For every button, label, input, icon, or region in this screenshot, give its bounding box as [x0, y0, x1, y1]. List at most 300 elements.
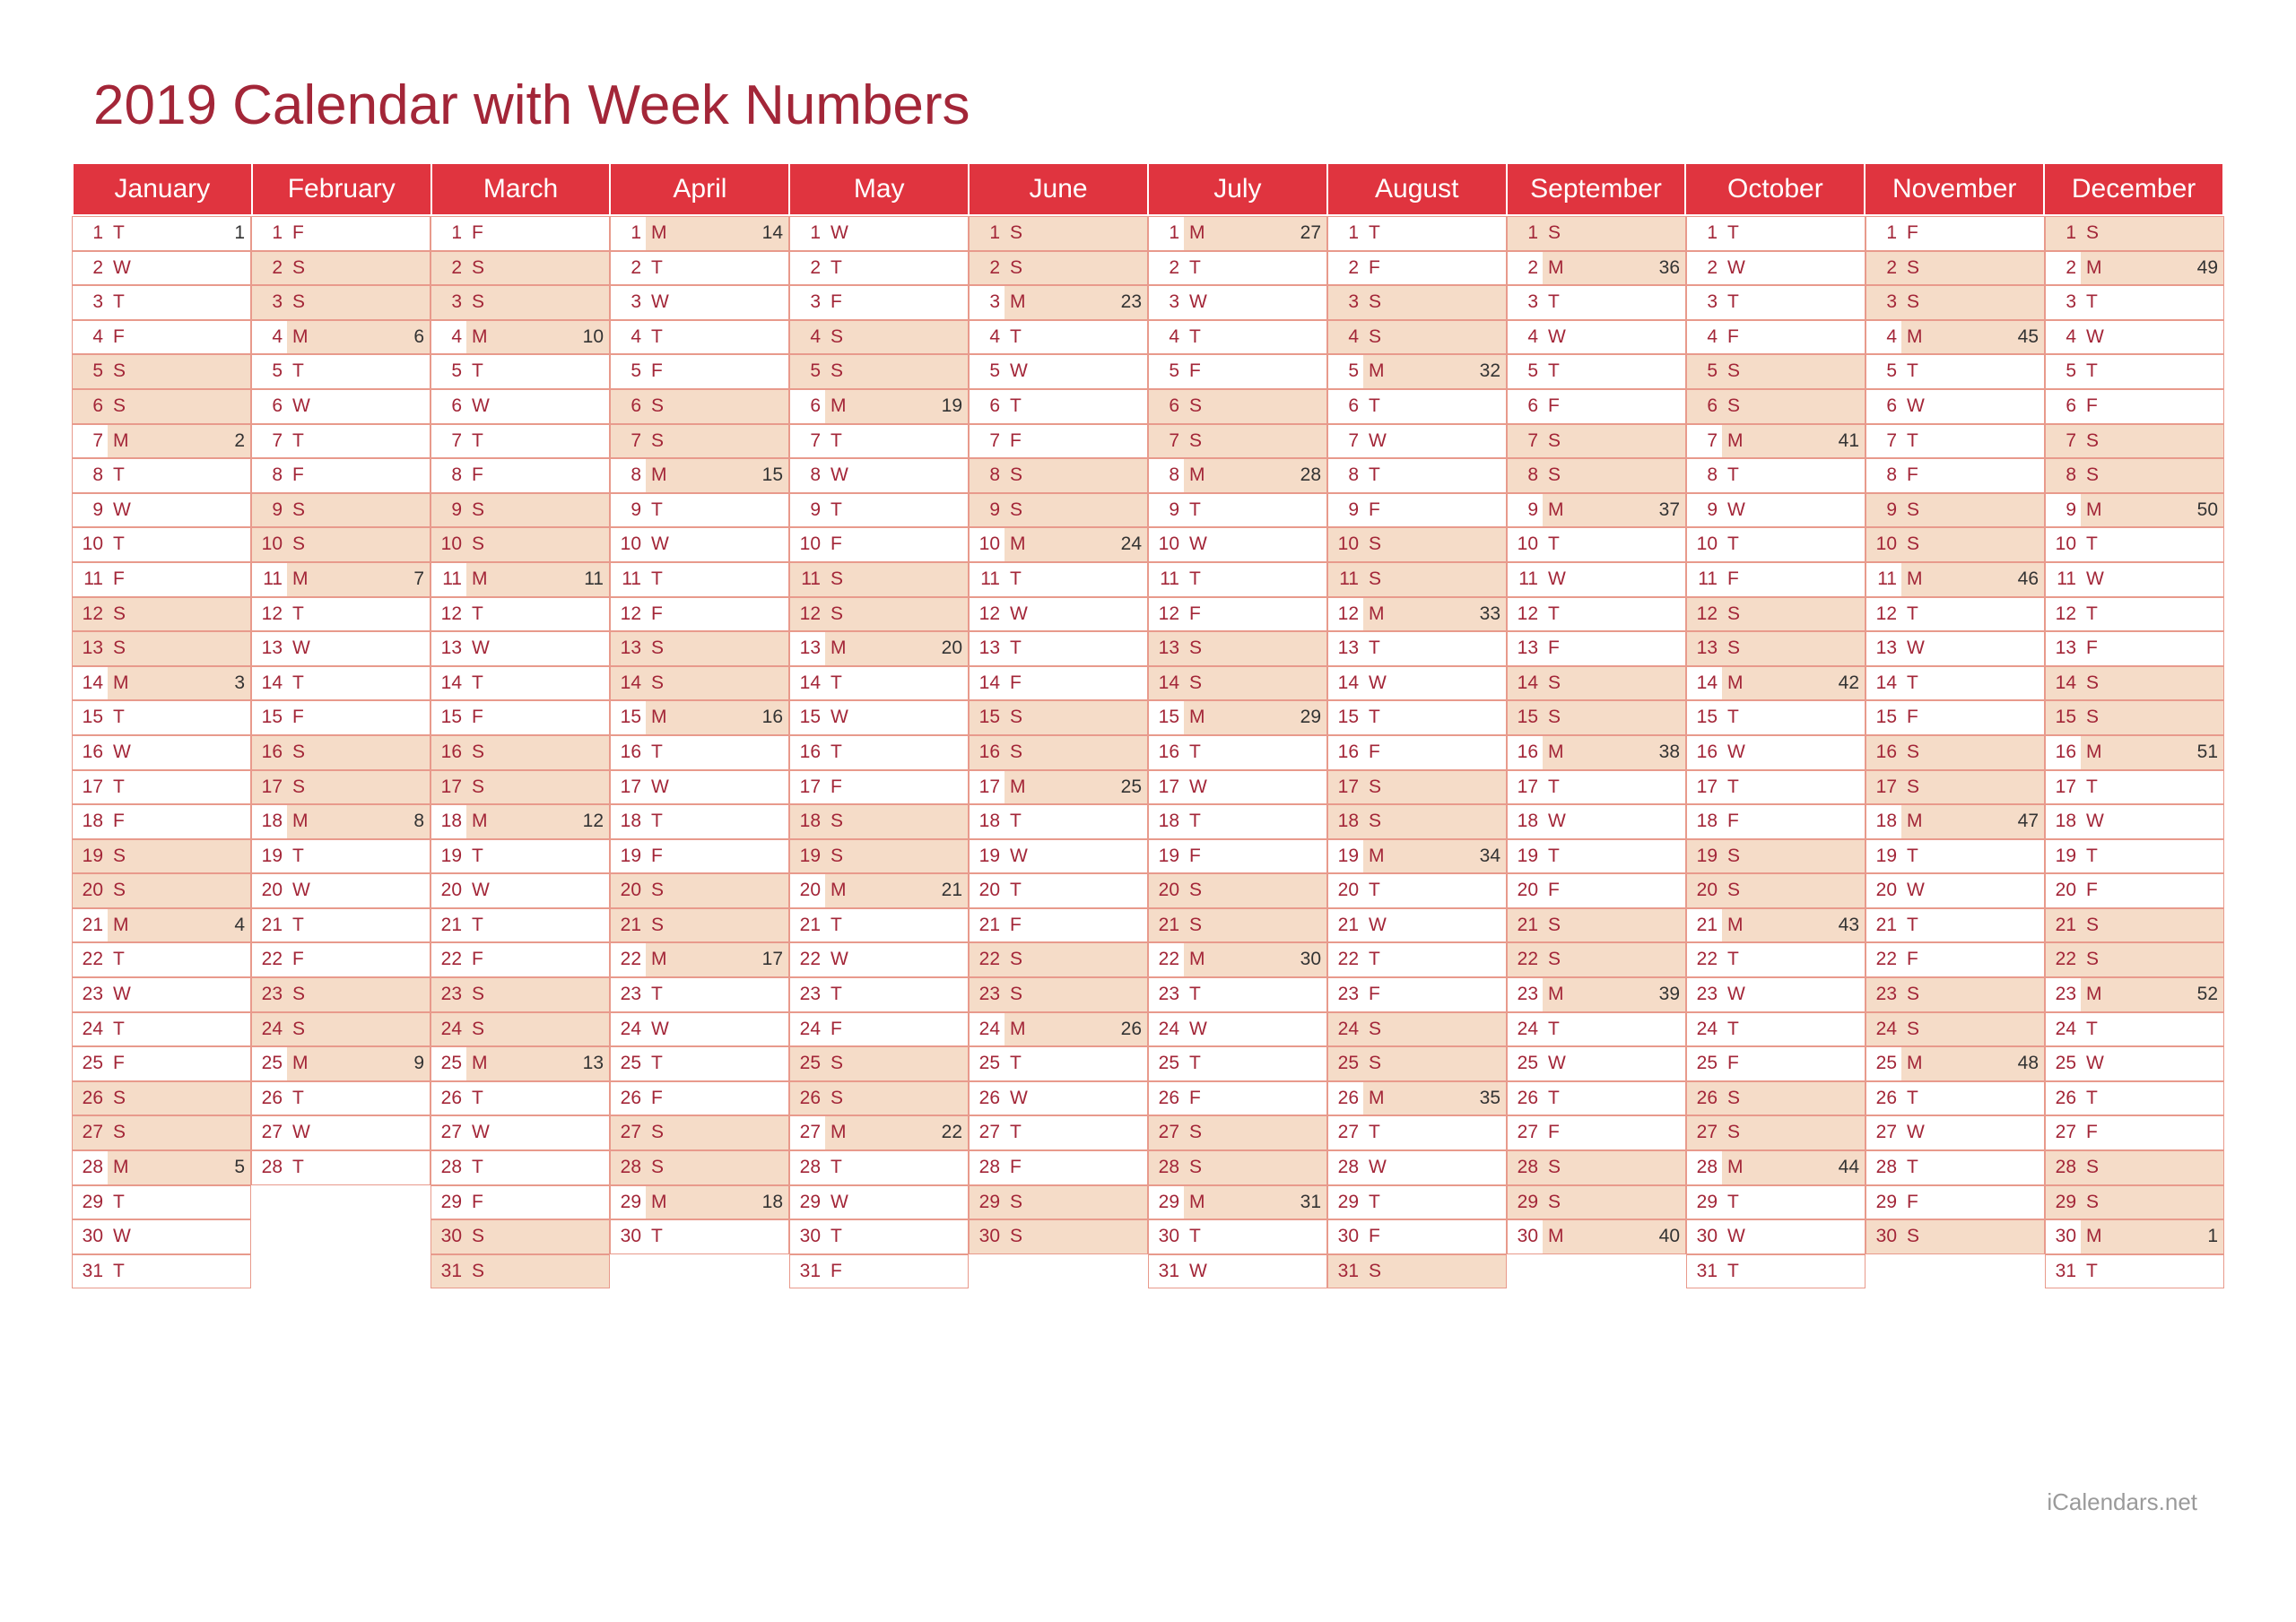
- day-row[interactable]: [1507, 839, 1686, 874]
- day-row[interactable]: [789, 424, 969, 459]
- day-row[interactable]: [72, 216, 251, 251]
- day-row[interactable]: [2045, 597, 2224, 632]
- day-row[interactable]: [969, 770, 1148, 805]
- day-row[interactable]: [1148, 389, 1327, 424]
- day-row[interactable]: [2045, 1012, 2224, 1047]
- day-row[interactable]: [789, 977, 969, 1012]
- day-row[interactable]: [430, 1081, 610, 1116]
- day-row[interactable]: [251, 942, 430, 977]
- day-row[interactable]: [1866, 354, 2045, 389]
- day-row[interactable]: [1327, 493, 1507, 528]
- day-row[interactable]: [969, 354, 1148, 389]
- day-row[interactable]: [969, 631, 1148, 666]
- day-row[interactable]: [1148, 735, 1327, 770]
- day-row[interactable]: [610, 597, 789, 632]
- day-row[interactable]: [430, 562, 610, 597]
- day-row[interactable]: [789, 631, 969, 666]
- month-header-june[interactable]: June: [969, 163, 1148, 215]
- day-row[interactable]: [969, 839, 1148, 874]
- day-row[interactable]: [2045, 735, 2224, 770]
- day-row[interactable]: [1148, 354, 1327, 389]
- day-row[interactable]: [2045, 942, 2224, 977]
- day-row[interactable]: [430, 527, 610, 562]
- day-row[interactable]: [72, 804, 251, 839]
- day-row[interactable]: [1327, 977, 1507, 1012]
- day-row[interactable]: [1148, 666, 1327, 701]
- day-row[interactable]: [251, 1115, 430, 1150]
- day-row[interactable]: [1866, 458, 2045, 493]
- day-row[interactable]: [251, 804, 430, 839]
- day-row[interactable]: [1327, 354, 1507, 389]
- day-row[interactable]: [251, 1012, 430, 1047]
- day-row[interactable]: [251, 320, 430, 355]
- day-row[interactable]: [251, 216, 430, 251]
- day-row[interactable]: [1148, 1219, 1327, 1254]
- day-row[interactable]: [1866, 597, 2045, 632]
- day-row[interactable]: [969, 1219, 1148, 1254]
- day-row[interactable]: [430, 1185, 610, 1220]
- day-row[interactable]: [2045, 354, 2224, 389]
- day-row[interactable]: [969, 700, 1148, 735]
- day-row[interactable]: [1327, 1046, 1507, 1081]
- day-row[interactable]: [72, 1219, 251, 1254]
- day-row[interactable]: [610, 251, 789, 286]
- day-row[interactable]: [430, 631, 610, 666]
- day-row[interactable]: [1686, 1081, 1866, 1116]
- day-row[interactable]: [1866, 424, 2045, 459]
- day-row[interactable]: [1507, 1046, 1686, 1081]
- day-row[interactable]: [72, 977, 251, 1012]
- day-row[interactable]: [610, 389, 789, 424]
- day-row[interactable]: [789, 285, 969, 320]
- day-row[interactable]: [969, 251, 1148, 286]
- day-row[interactable]: [1866, 251, 2045, 286]
- day-row[interactable]: [2045, 1219, 2224, 1254]
- day-row[interactable]: [1148, 873, 1327, 908]
- day-row[interactable]: [251, 1046, 430, 1081]
- day-row[interactable]: [1327, 631, 1507, 666]
- day-row[interactable]: [1148, 839, 1327, 874]
- day-row[interactable]: [789, 1012, 969, 1047]
- day-row[interactable]: [1866, 804, 2045, 839]
- day-row[interactable]: [1686, 458, 1866, 493]
- month-header-may[interactable]: May: [789, 163, 969, 215]
- month-header-september[interactable]: September: [1507, 163, 1686, 215]
- day-row[interactable]: [789, 1150, 969, 1185]
- day-row[interactable]: [610, 562, 789, 597]
- day-row[interactable]: [430, 354, 610, 389]
- day-row[interactable]: [430, 908, 610, 943]
- day-row[interactable]: [789, 839, 969, 874]
- day-row[interactable]: [789, 735, 969, 770]
- day-row[interactable]: [72, 1254, 251, 1289]
- day-row[interactable]: [610, 285, 789, 320]
- day-row[interactable]: [430, 1115, 610, 1150]
- day-row[interactable]: [1327, 320, 1507, 355]
- day-row[interactable]: [251, 597, 430, 632]
- day-row[interactable]: [1148, 458, 1327, 493]
- day-row[interactable]: [610, 1219, 789, 1254]
- day-row[interactable]: [1507, 666, 1686, 701]
- month-header-january[interactable]: January: [73, 163, 252, 215]
- day-row[interactable]: [789, 389, 969, 424]
- day-row[interactable]: [1327, 251, 1507, 286]
- day-row[interactable]: [1507, 1219, 1686, 1254]
- day-row[interactable]: [969, 977, 1148, 1012]
- day-row[interactable]: [969, 666, 1148, 701]
- day-row[interactable]: [1866, 700, 2045, 735]
- day-row[interactable]: [610, 942, 789, 977]
- day-row[interactable]: [610, 458, 789, 493]
- day-row[interactable]: [430, 700, 610, 735]
- day-row[interactable]: [1148, 770, 1327, 805]
- day-row[interactable]: [251, 1150, 430, 1185]
- day-row[interactable]: [430, 424, 610, 459]
- day-row[interactable]: [1686, 631, 1866, 666]
- day-row[interactable]: [1686, 493, 1866, 528]
- day-row[interactable]: [789, 493, 969, 528]
- day-row[interactable]: [430, 942, 610, 977]
- day-row[interactable]: [2045, 389, 2224, 424]
- day-row[interactable]: [430, 1150, 610, 1185]
- day-row[interactable]: [1686, 942, 1866, 977]
- day-row[interactable]: [1148, 977, 1327, 1012]
- day-row[interactable]: [430, 977, 610, 1012]
- day-row[interactable]: [72, 1012, 251, 1047]
- day-row[interactable]: [1866, 1012, 2045, 1047]
- day-row[interactable]: [1507, 700, 1686, 735]
- month-header-april[interactable]: April: [610, 163, 789, 215]
- day-row[interactable]: [72, 320, 251, 355]
- day-row[interactable]: [1866, 1150, 2045, 1185]
- day-row[interactable]: [789, 1046, 969, 1081]
- day-row[interactable]: [1507, 1185, 1686, 1220]
- day-row[interactable]: [1327, 1115, 1507, 1150]
- day-row[interactable]: [72, 424, 251, 459]
- day-row[interactable]: [610, 839, 789, 874]
- day-row[interactable]: [1507, 804, 1686, 839]
- day-row[interactable]: [1866, 1046, 2045, 1081]
- day-row[interactable]: [969, 562, 1148, 597]
- day-row[interactable]: [610, 1046, 789, 1081]
- month-header-october[interactable]: October: [1685, 163, 1865, 215]
- day-row[interactable]: [1686, 1254, 1866, 1289]
- day-row[interactable]: [1686, 354, 1866, 389]
- day-row[interactable]: [1866, 873, 2045, 908]
- day-row[interactable]: [610, 1150, 789, 1185]
- day-row[interactable]: [1866, 493, 2045, 528]
- day-row[interactable]: [251, 735, 430, 770]
- day-row[interactable]: [72, 1081, 251, 1116]
- month-header-august[interactable]: August: [1327, 163, 1507, 215]
- day-row[interactable]: [1327, 770, 1507, 805]
- day-row[interactable]: [72, 251, 251, 286]
- day-row[interactable]: [1507, 251, 1686, 286]
- day-row[interactable]: [1866, 908, 2045, 943]
- day-row[interactable]: [1148, 1012, 1327, 1047]
- day-row[interactable]: [72, 527, 251, 562]
- day-row[interactable]: [969, 1150, 1148, 1185]
- day-row[interactable]: [1327, 804, 1507, 839]
- day-row[interactable]: [789, 597, 969, 632]
- day-row[interactable]: [1507, 942, 1686, 977]
- day-row[interactable]: [1148, 285, 1327, 320]
- day-row[interactable]: [1148, 1185, 1327, 1220]
- day-row[interactable]: [969, 1012, 1148, 1047]
- day-row[interactable]: [1686, 251, 1866, 286]
- day-row[interactable]: [789, 770, 969, 805]
- day-row[interactable]: [430, 873, 610, 908]
- day-row[interactable]: [1327, 839, 1507, 874]
- day-row[interactable]: [969, 389, 1148, 424]
- day-row[interactable]: [789, 320, 969, 355]
- day-row[interactable]: [969, 216, 1148, 251]
- day-row[interactable]: [430, 285, 610, 320]
- day-row[interactable]: [1507, 354, 1686, 389]
- day-row[interactable]: [1507, 285, 1686, 320]
- day-row[interactable]: [610, 631, 789, 666]
- day-row[interactable]: [72, 1046, 251, 1081]
- day-row[interactable]: [2045, 458, 2224, 493]
- day-row[interactable]: [1148, 216, 1327, 251]
- day-row[interactable]: [251, 666, 430, 701]
- day-row[interactable]: [1686, 908, 1866, 943]
- day-row[interactable]: [2045, 839, 2224, 874]
- day-row[interactable]: [1507, 631, 1686, 666]
- month-header-february[interactable]: February: [252, 163, 431, 215]
- day-row[interactable]: [2045, 1046, 2224, 1081]
- day-row[interactable]: [1686, 873, 1866, 908]
- day-row[interactable]: [1148, 562, 1327, 597]
- day-row[interactable]: [430, 1219, 610, 1254]
- day-row[interactable]: [2045, 1081, 2224, 1116]
- day-row[interactable]: [430, 389, 610, 424]
- day-row[interactable]: [1327, 735, 1507, 770]
- month-header-november[interactable]: November: [1865, 163, 2044, 215]
- day-row[interactable]: [1327, 1081, 1507, 1116]
- day-row[interactable]: [969, 908, 1148, 943]
- day-row[interactable]: [251, 424, 430, 459]
- day-row[interactable]: [1866, 216, 2045, 251]
- day-row[interactable]: [789, 527, 969, 562]
- day-row[interactable]: [251, 458, 430, 493]
- day-row[interactable]: [430, 735, 610, 770]
- day-row[interactable]: [1866, 770, 2045, 805]
- day-row[interactable]: [1866, 942, 2045, 977]
- day-row[interactable]: [251, 354, 430, 389]
- day-row[interactable]: [430, 216, 610, 251]
- day-row[interactable]: [430, 1254, 610, 1289]
- day-row[interactable]: [1686, 424, 1866, 459]
- day-row[interactable]: [251, 1081, 430, 1116]
- day-row[interactable]: [969, 493, 1148, 528]
- day-row[interactable]: [969, 1115, 1148, 1150]
- day-row[interactable]: [72, 354, 251, 389]
- day-row[interactable]: [1327, 424, 1507, 459]
- day-row[interactable]: [72, 908, 251, 943]
- day-row[interactable]: [2045, 562, 2224, 597]
- day-row[interactable]: [1148, 320, 1327, 355]
- day-row[interactable]: [789, 1219, 969, 1254]
- day-row[interactable]: [610, 527, 789, 562]
- day-row[interactable]: [1866, 1115, 2045, 1150]
- day-row[interactable]: [251, 700, 430, 735]
- day-row[interactable]: [72, 735, 251, 770]
- day-row[interactable]: [72, 1115, 251, 1150]
- day-row[interactable]: [2045, 700, 2224, 735]
- day-row[interactable]: [72, 285, 251, 320]
- day-row[interactable]: [2045, 1185, 2224, 1220]
- day-row[interactable]: [1507, 1012, 1686, 1047]
- day-row[interactable]: [969, 527, 1148, 562]
- day-row[interactable]: [2045, 493, 2224, 528]
- day-row[interactable]: [1866, 1185, 2045, 1220]
- day-row[interactable]: [1866, 285, 2045, 320]
- day-row[interactable]: [1148, 1254, 1327, 1289]
- day-row[interactable]: [1507, 1081, 1686, 1116]
- day-row[interactable]: [1507, 1150, 1686, 1185]
- day-row[interactable]: [610, 216, 789, 251]
- day-row[interactable]: [1507, 493, 1686, 528]
- day-row[interactable]: [1866, 527, 2045, 562]
- day-row[interactable]: [251, 527, 430, 562]
- day-row[interactable]: [969, 597, 1148, 632]
- day-row[interactable]: [1327, 1012, 1507, 1047]
- day-row[interactable]: [1866, 839, 2045, 874]
- day-row[interactable]: [1686, 216, 1866, 251]
- day-row[interactable]: [1327, 873, 1507, 908]
- day-row[interactable]: [2045, 873, 2224, 908]
- day-row[interactable]: [1327, 285, 1507, 320]
- day-row[interactable]: [1327, 700, 1507, 735]
- day-row[interactable]: [789, 562, 969, 597]
- day-row[interactable]: [1507, 977, 1686, 1012]
- day-row[interactable]: [430, 804, 610, 839]
- day-row[interactable]: [72, 700, 251, 735]
- day-row[interactable]: [1507, 770, 1686, 805]
- month-header-july[interactable]: July: [1148, 163, 1327, 215]
- day-row[interactable]: [789, 1081, 969, 1116]
- month-header-december[interactable]: December: [2044, 163, 2223, 215]
- day-row[interactable]: [789, 1115, 969, 1150]
- day-row[interactable]: [969, 458, 1148, 493]
- day-row[interactable]: [1507, 458, 1686, 493]
- day-row[interactable]: [1148, 942, 1327, 977]
- day-row[interactable]: [251, 977, 430, 1012]
- day-row[interactable]: [72, 562, 251, 597]
- day-row[interactable]: [1686, 804, 1866, 839]
- day-row[interactable]: [1327, 597, 1507, 632]
- day-row[interactable]: [1148, 908, 1327, 943]
- day-row[interactable]: [1327, 1185, 1507, 1220]
- day-row[interactable]: [72, 1150, 251, 1185]
- day-row[interactable]: [251, 631, 430, 666]
- day-row[interactable]: [1507, 424, 1686, 459]
- day-row[interactable]: [969, 1046, 1148, 1081]
- day-row[interactable]: [72, 666, 251, 701]
- day-row[interactable]: [789, 251, 969, 286]
- day-row[interactable]: [1686, 285, 1866, 320]
- day-row[interactable]: [1686, 597, 1866, 632]
- day-row[interactable]: [789, 458, 969, 493]
- day-row[interactable]: [969, 735, 1148, 770]
- day-row[interactable]: [1148, 1150, 1327, 1185]
- day-row[interactable]: [610, 873, 789, 908]
- day-row[interactable]: [1507, 389, 1686, 424]
- day-row[interactable]: [1507, 320, 1686, 355]
- day-row[interactable]: [1866, 631, 2045, 666]
- day-row[interactable]: [2045, 908, 2224, 943]
- day-row[interactable]: [2045, 285, 2224, 320]
- day-row[interactable]: [2045, 977, 2224, 1012]
- day-row[interactable]: [1148, 1081, 1327, 1116]
- day-row[interactable]: [610, 424, 789, 459]
- day-row[interactable]: [2045, 804, 2224, 839]
- day-row[interactable]: [2045, 1115, 2224, 1150]
- day-row[interactable]: [1507, 735, 1686, 770]
- day-row[interactable]: [251, 873, 430, 908]
- day-row[interactable]: [251, 908, 430, 943]
- day-row[interactable]: [1866, 1081, 2045, 1116]
- day-row[interactable]: [72, 1185, 251, 1220]
- day-row[interactable]: [72, 597, 251, 632]
- day-row[interactable]: [1686, 1219, 1866, 1254]
- day-row[interactable]: [251, 562, 430, 597]
- day-row[interactable]: [1507, 1115, 1686, 1150]
- day-row[interactable]: [430, 1012, 610, 1047]
- day-row[interactable]: [2045, 1150, 2224, 1185]
- day-row[interactable]: [610, 700, 789, 735]
- day-row[interactable]: [1686, 389, 1866, 424]
- day-row[interactable]: [1686, 1012, 1866, 1047]
- day-row[interactable]: [1686, 735, 1866, 770]
- day-row[interactable]: [430, 597, 610, 632]
- day-row[interactable]: [1148, 597, 1327, 632]
- day-row[interactable]: [1686, 527, 1866, 562]
- day-row[interactable]: [1686, 839, 1866, 874]
- day-row[interactable]: [610, 1115, 789, 1150]
- day-row[interactable]: [610, 493, 789, 528]
- day-row[interactable]: [969, 424, 1148, 459]
- day-row[interactable]: [1148, 804, 1327, 839]
- day-row[interactable]: [1686, 1185, 1866, 1220]
- month-header-march[interactable]: March: [431, 163, 611, 215]
- day-row[interactable]: [430, 320, 610, 355]
- day-row[interactable]: [1148, 493, 1327, 528]
- day-row[interactable]: [969, 804, 1148, 839]
- day-row[interactable]: [1507, 527, 1686, 562]
- day-row[interactable]: [1327, 1254, 1507, 1289]
- day-row[interactable]: [1686, 666, 1866, 701]
- day-row[interactable]: [72, 458, 251, 493]
- day-row[interactable]: [789, 873, 969, 908]
- day-row[interactable]: [1866, 977, 2045, 1012]
- day-row[interactable]: [72, 493, 251, 528]
- day-row[interactable]: [1148, 700, 1327, 735]
- day-row[interactable]: [610, 804, 789, 839]
- day-row[interactable]: [1507, 873, 1686, 908]
- day-row[interactable]: [969, 873, 1148, 908]
- day-row[interactable]: [1327, 942, 1507, 977]
- day-row[interactable]: [610, 977, 789, 1012]
- day-row[interactable]: [251, 493, 430, 528]
- day-row[interactable]: [1148, 1115, 1327, 1150]
- day-row[interactable]: [251, 839, 430, 874]
- day-row[interactable]: [1686, 1115, 1866, 1150]
- day-row[interactable]: [1327, 666, 1507, 701]
- day-row[interactable]: [1866, 389, 2045, 424]
- day-row[interactable]: [2045, 527, 2224, 562]
